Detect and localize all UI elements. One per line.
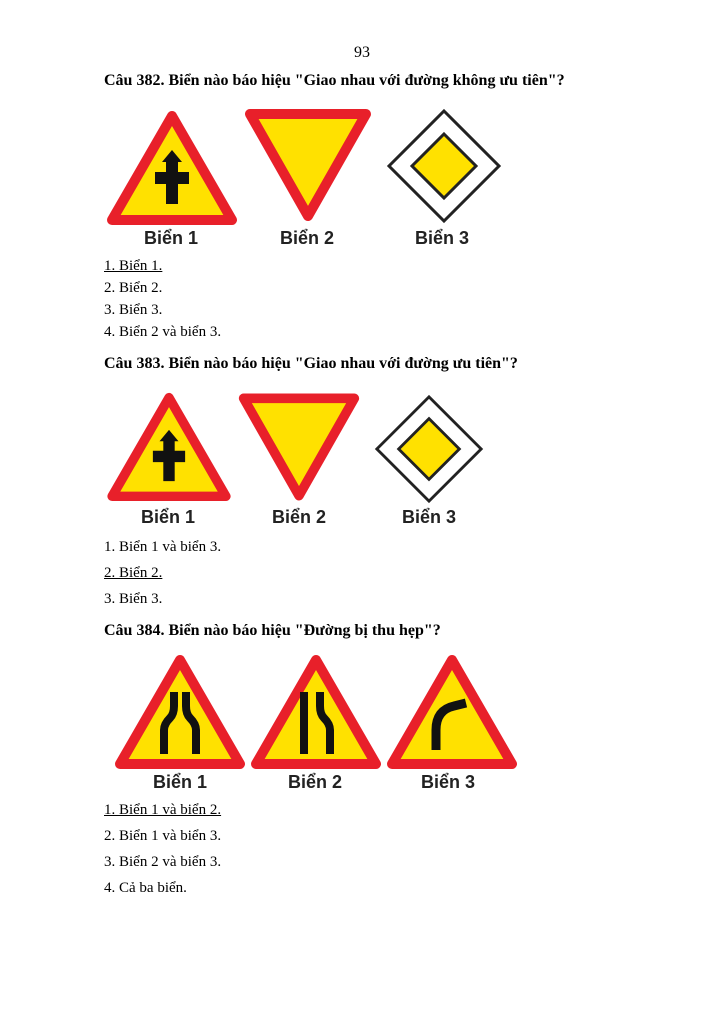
answer-option: 2. Biển 2.	[104, 280, 163, 296]
question-384-title: Câu 384. Biển nào báo hiệu "Đường bị thu hẹp"?	[104, 622, 441, 639]
road-narrows-right-icon	[250, 654, 382, 770]
answer-option: 3. Biển 2 và biển 3.	[104, 854, 222, 870]
curve-icon	[386, 654, 518, 770]
sign-label: Biển 2	[271, 507, 327, 527]
answer-option-correct: 1. Biển 1 và biển 2.	[104, 802, 222, 818]
question-383-title: Câu 383. Biển nào báo hiệu "Giao nhau với đường ưu tiên"?	[104, 355, 518, 372]
answer-option: 1. Biển 1 và biển 3.	[104, 539, 222, 555]
intersection-priority-icon	[106, 392, 232, 502]
priority-road-icon	[386, 108, 502, 224]
answer-option: 4. Biển 2 và biển 3.	[104, 324, 222, 340]
yield-icon	[236, 390, 362, 504]
priority-road-icon	[374, 394, 484, 504]
answer-option: 3. Biển 3.	[104, 591, 163, 607]
road-narrows-both-sides-icon	[114, 654, 246, 770]
sign-label: Biển 2	[287, 772, 343, 792]
sign-label: Biển 2	[279, 228, 335, 248]
answer-option: 3. Biển 3.	[104, 302, 163, 318]
yield-icon	[242, 106, 374, 224]
answer-option-correct: 1. Biển 1.	[104, 258, 163, 274]
sign-label: Biển 3	[401, 507, 457, 527]
sign-label: Biển 1	[152, 772, 208, 792]
sign-label: Biển 1	[140, 507, 196, 527]
intersection-priority-icon	[106, 110, 238, 226]
sign-label: Biển 3	[420, 772, 476, 792]
answer-option: 2. Biển 1 và biển 3.	[104, 828, 222, 844]
answer-option-correct: 2. Biển 2.	[104, 565, 163, 581]
sign-label: Biển 1	[143, 228, 199, 248]
answer-option: 4. Cả ba biển.	[104, 880, 187, 896]
page-number: 93	[354, 44, 370, 61]
question-382-title: Câu 382. Biển nào báo hiệu "Giao nhau với đường không ưu tiên"?	[104, 72, 565, 89]
sign-label: Biển 3	[414, 228, 470, 248]
